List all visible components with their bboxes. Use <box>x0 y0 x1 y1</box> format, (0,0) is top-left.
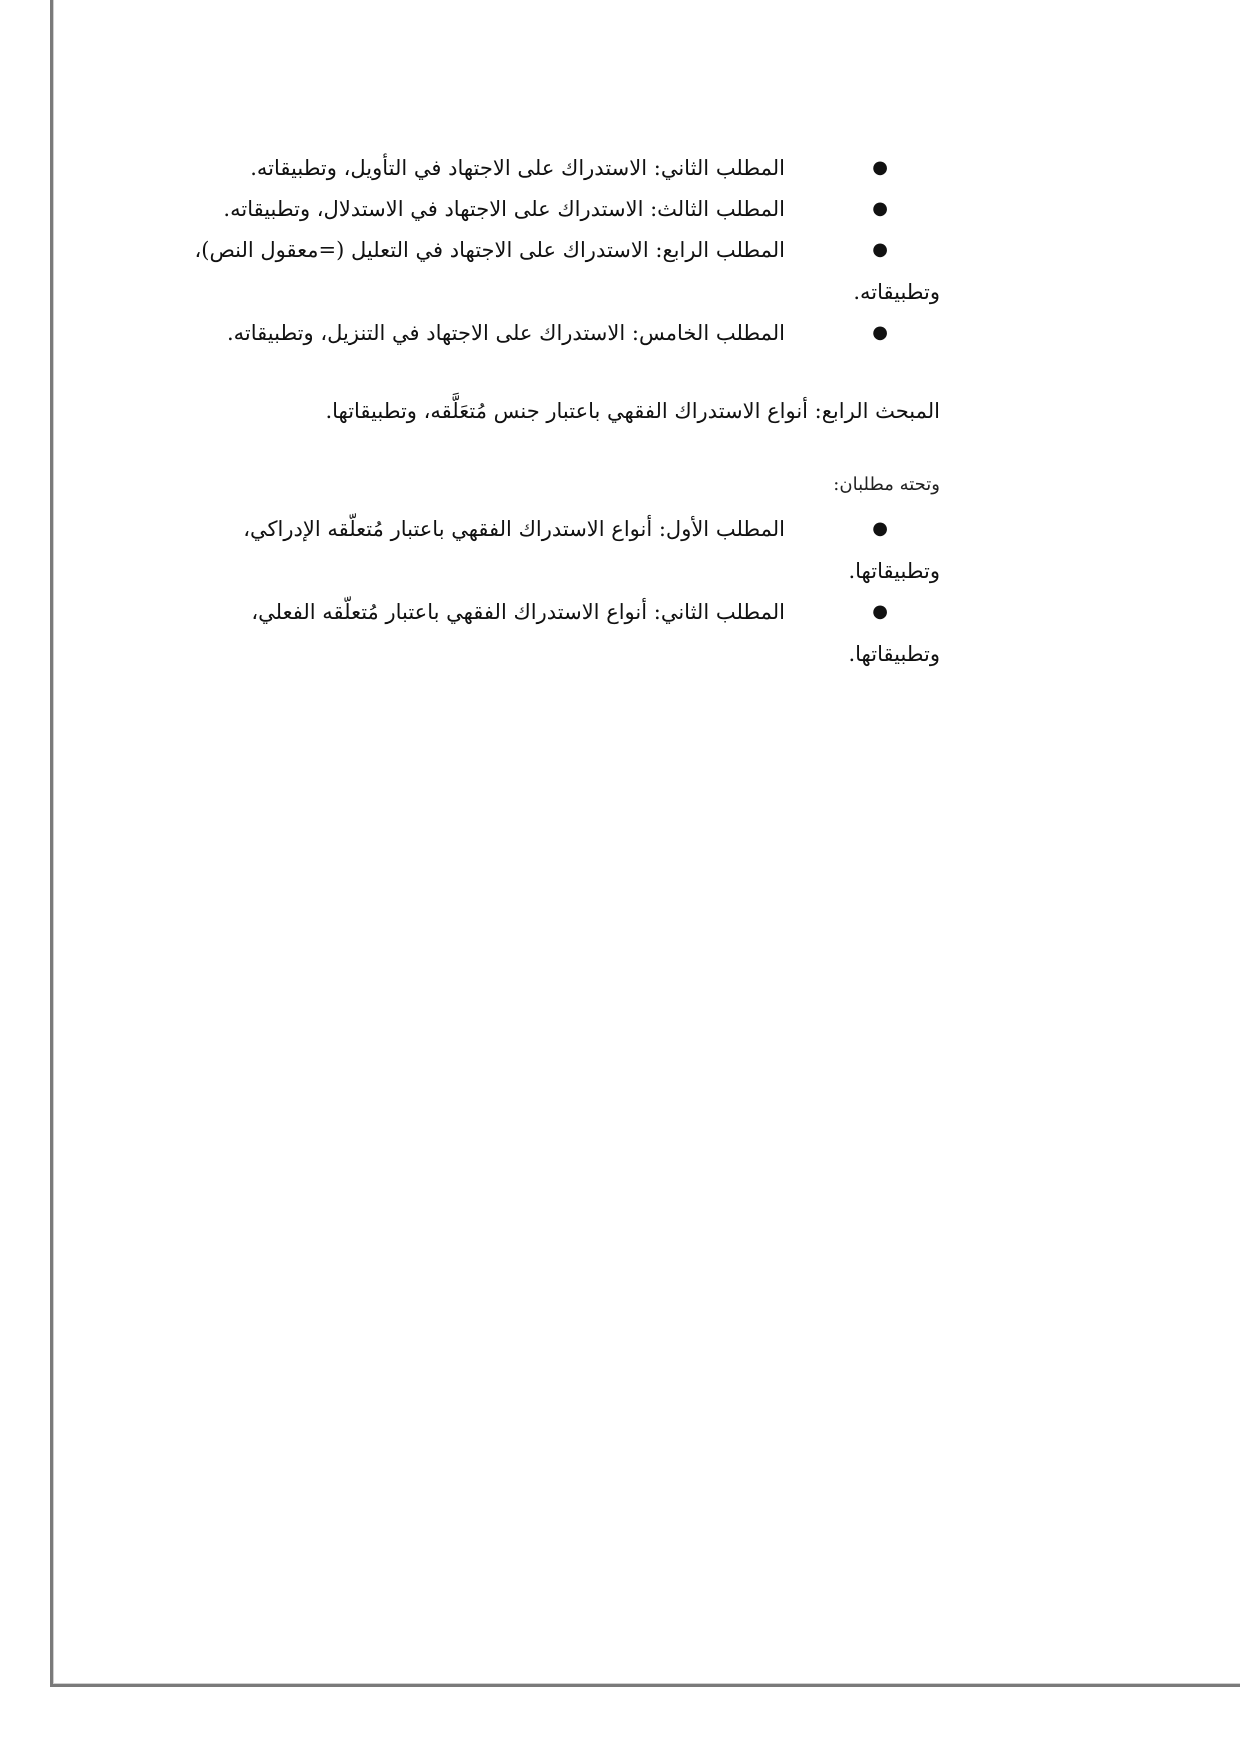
list-item-text: المطلب الثاني: أنواع الاستدراك الفقهي باعتبار مُتعلّقه الفعلي، <box>251 600 785 624</box>
bullet-icon: ● <box>872 239 888 260</box>
list-item <box>120 511 940 589</box>
document-content <box>120 150 940 672</box>
list-item <box>120 594 940 672</box>
list-item-text: المطلب الخامس: الاستدراك على الاجتهاد في التنزيل، وتطبيقاته. <box>226 321 785 345</box>
list-item-text: المطلب الرابع: الاستدراك على الاجتهاد في التعليل (=معقول النص)، <box>194 238 785 262</box>
list-item <box>120 232 940 310</box>
section-heading: المبحث الرابع: أنواع الاستدراك الفقهي باعتبار جنس مُتعَلَّقه، وتطبيقاتها. <box>325 399 940 423</box>
bullet-icon: ● <box>872 157 888 178</box>
list-item <box>120 191 940 227</box>
list-item <box>120 315 940 351</box>
list-item-text: المطلب الثاني: الاستدراك على الاجتهاد في التأويل، وتطبيقاته. <box>250 156 785 180</box>
list-item-continuation: وتطبيقاتها. <box>848 642 940 666</box>
list-item <box>120 150 940 186</box>
bullet-icon: ● <box>872 322 888 343</box>
bullet-icon: ● <box>872 518 888 539</box>
section-intro: وتحته مطلبان: <box>833 474 940 495</box>
list-item-continuation: وتطبيقاتها. <box>848 559 940 583</box>
bullet-icon: ● <box>872 198 888 219</box>
list-item-text: المطلب الأول: أنواع الاستدراك الفقهي باعتبار مُتعلّقه الإدراكي، <box>243 517 785 541</box>
list-item-text: المطلب الثالث: الاستدراك على الاجتهاد في الاستدلال، وتطبيقاته. <box>223 197 785 221</box>
bullet-icon: ● <box>872 601 888 622</box>
list-item-continuation: وتطبيقاته. <box>853 280 940 304</box>
